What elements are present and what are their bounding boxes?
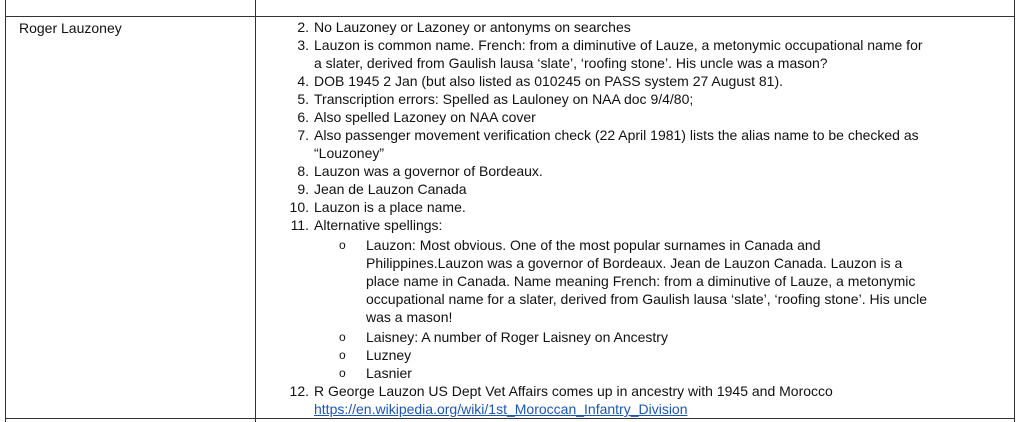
list-item-text: DOB 1945 2 Jan (but also listed as 010245 on PASS system 27 August 81). bbox=[314, 73, 784, 89]
list-item bbox=[297, 108, 1014, 126]
sub-list-item bbox=[339, 346, 1006, 364]
bullet-icon: o bbox=[339, 366, 346, 380]
list-item-number: 11. bbox=[290, 217, 309, 233]
list-item-text: R George Lauzon US Dept Vet Affairs comes up in ancestry with 1945 and Morocco bbox=[314, 383, 833, 399]
bullet-icon: o bbox=[339, 238, 346, 252]
wikipedia-link[interactable]: https://en.wikipedia.org/wiki/1st_Moroccan_Infantry_Division bbox=[314, 401, 688, 417]
list-item-number: 2. bbox=[297, 19, 309, 35]
list-item-number: 5. bbox=[297, 91, 309, 107]
sub-list-item bbox=[339, 328, 1006, 346]
list-item-text: Transcription errors: Spelled as Lauloney on NAA doc 9/4/80; bbox=[314, 91, 694, 107]
list-item-text: “Louzoney” bbox=[314, 145, 385, 161]
sub-list-item-text: Laisney: A number of Roger Laisney on Ancestry bbox=[366, 329, 668, 345]
list-item-text: Lauzon is common name. French: from a diminutive of Lauze, a metonymic occupational name for bbox=[314, 37, 923, 53]
list-item bbox=[297, 162, 1014, 180]
list-item-number: 6. bbox=[297, 109, 309, 125]
list-item-number: 12. bbox=[289, 383, 309, 399]
sub-list-item-text: place name in Canada. Name meaning French: from a diminutive of Lauze, a metonymic bbox=[366, 273, 916, 289]
list-item bbox=[297, 90, 1014, 108]
bullet-icon: o bbox=[339, 330, 346, 344]
list-item bbox=[297, 72, 1014, 90]
list-item-text: Lauzon is a place name. bbox=[314, 199, 466, 215]
list-item-text: Jean de Lauzon Canada bbox=[314, 181, 467, 197]
sub-list-item-text: Philippines.Lauzon was a governor of Bordeaux. Jean de Lauzon Canada. Lauzon is a bbox=[366, 255, 903, 271]
sub-list-item-text: Lasnier bbox=[366, 365, 412, 381]
list-item-number: 7. bbox=[297, 127, 309, 143]
list-item-number: 8. bbox=[297, 163, 309, 179]
sub-list-item-text: occupational name for a slater, derived from Gaulish lausa ‘slate’, ‘roofing stone’. His uncle bbox=[366, 291, 928, 307]
sub-list-item-text: Lauzon: Most obvious. One of the most popular surnames in Canada and bbox=[366, 237, 821, 253]
list-item bbox=[297, 36, 1014, 72]
sub-list-item-text: Luzney bbox=[366, 347, 412, 363]
list-item-number: 4. bbox=[297, 73, 309, 89]
table-border-left bbox=[5, 0, 6, 422]
list-item bbox=[290, 216, 1014, 234]
list-item-text: Alternative spellings: bbox=[314, 217, 443, 233]
list-item bbox=[297, 126, 1014, 162]
table-border-right bbox=[1014, 0, 1015, 422]
list-item-text: No Lauzoney or Lazoney or antonyms on searches bbox=[314, 19, 631, 35]
person-name: Roger Lauzoney bbox=[19, 20, 122, 36]
list-item-text: Also passenger movement verification check (22 April 1981) lists the alias name to be checked as bbox=[314, 127, 919, 143]
list-item bbox=[289, 382, 1014, 418]
row-divider-top bbox=[5, 16, 1015, 17]
sub-list-item bbox=[339, 236, 1006, 326]
list-item-text: Lauzon was a governor of Bordeaux. bbox=[314, 163, 543, 179]
list-item-number: 10. bbox=[289, 199, 309, 215]
table-column-divider bbox=[255, 0, 256, 422]
row-divider-bottom bbox=[5, 418, 1015, 419]
list-item bbox=[297, 180, 1014, 198]
list-item bbox=[289, 198, 1014, 216]
list-item-text: Also spelled Lazoney on NAA cover bbox=[314, 109, 536, 125]
list-item-number: 9. bbox=[297, 181, 309, 197]
list-item-number: 3. bbox=[297, 37, 309, 53]
list-item-text: a slater, derived from Gaulish lausa ‘slate’, ‘roofing stone’. His uncle was a mason? bbox=[314, 55, 828, 71]
sub-list-item-text: was a mason! bbox=[366, 309, 453, 325]
sub-list-item bbox=[339, 364, 1006, 382]
bullet-icon: o bbox=[339, 348, 346, 362]
list-item bbox=[297, 18, 1014, 36]
